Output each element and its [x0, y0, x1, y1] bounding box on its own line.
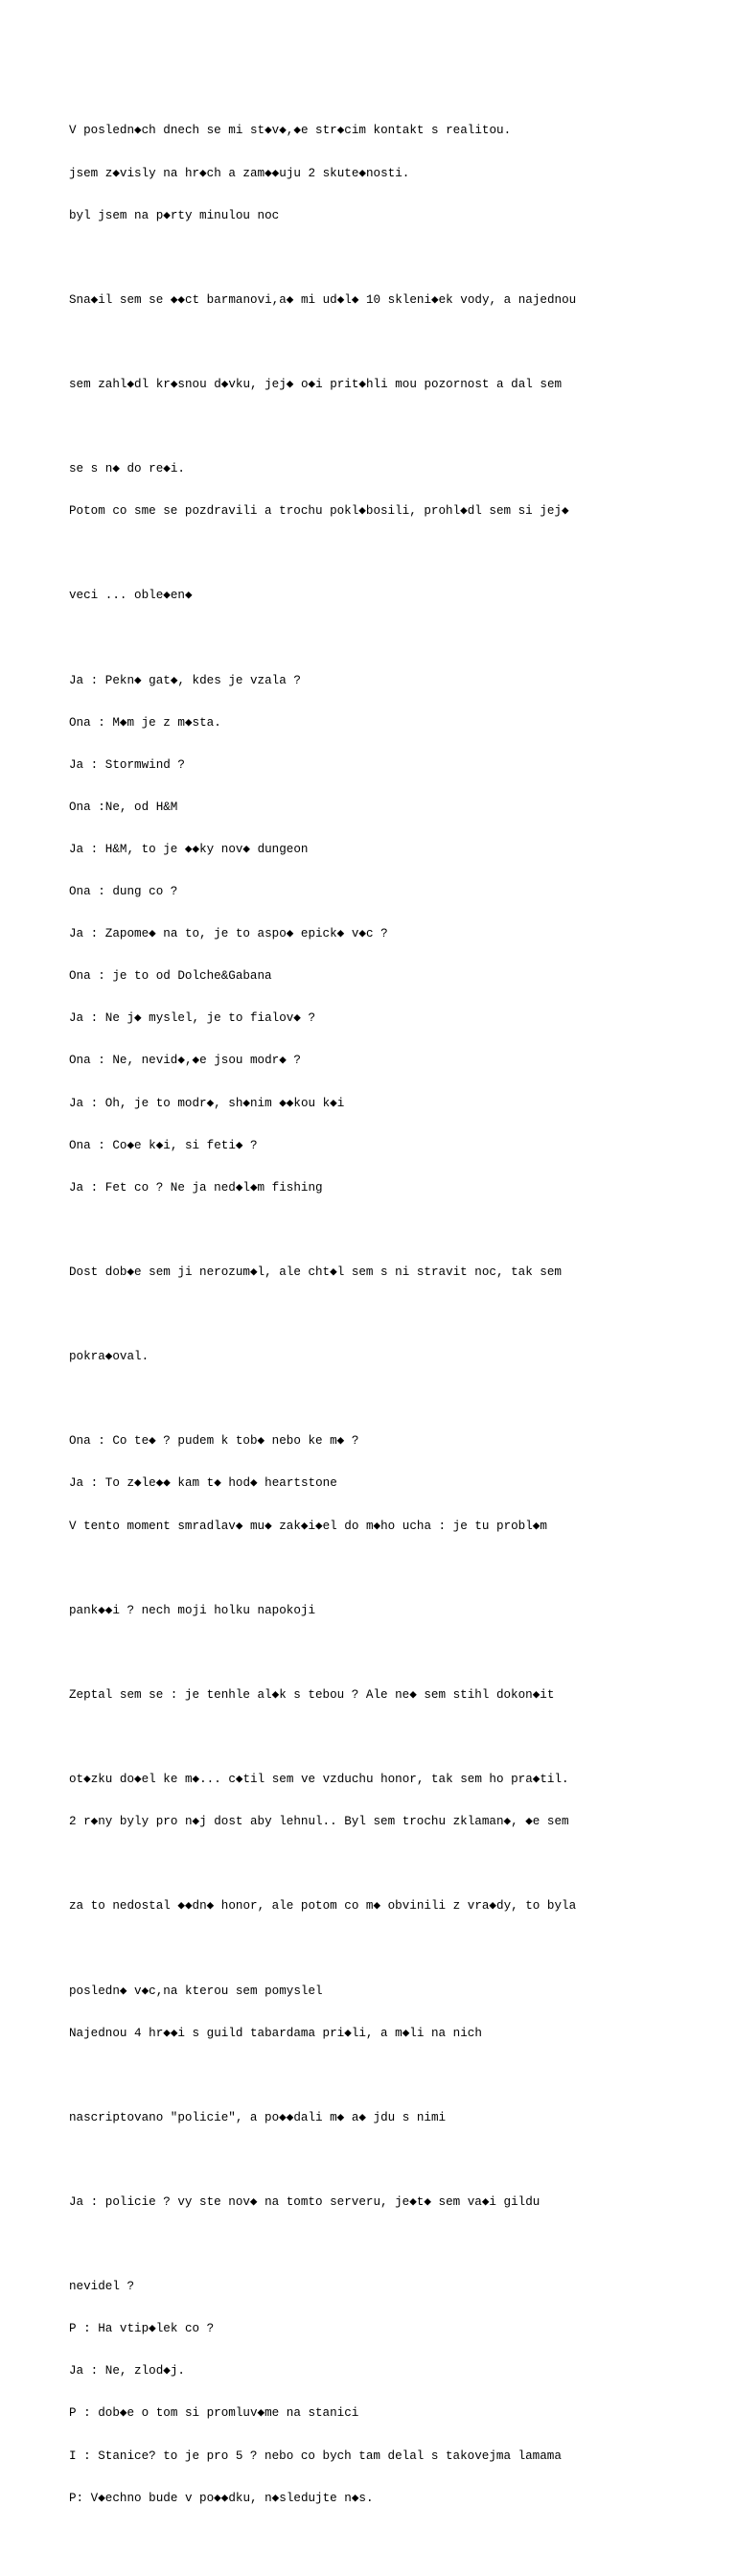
text-line — [69, 251, 721, 266]
text-line: Ja : Ne j◆ myslel, je to fialov◆ ? — [69, 1011, 316, 1026]
text-line — [69, 2069, 721, 2083]
text-line: Ona :Ne, od H&M — [69, 800, 178, 814]
text-line: nevidel ? — [69, 2280, 135, 2294]
text-line — [69, 1941, 721, 1956]
text-line: Potom co sme se pozdravili a trochu pokl◆bosili, prohl◆dl sem si jej◆ — [69, 504, 569, 519]
text-line: Ona : Co te◆ ? pudem k tob◆ nebo ke m◆ ? — [69, 1434, 359, 1449]
text-line — [69, 1392, 721, 1406]
text-line: V tento moment smradlav◆ mu◆ zak◆i◆el do m◆ho ucha : je tu probl◆m — [69, 1519, 547, 1533]
text-line — [69, 546, 721, 561]
text-line: Ona : dung co ? — [69, 885, 178, 899]
text-line: Ona : M◆m je z m◆sta. — [69, 715, 221, 730]
text-line: Sna◆il sem se ◆◆ct barmanovi,a◆ mi ud◆l◆ 10 skleni◆ek vody, a najednou — [69, 292, 577, 307]
text-line — [69, 1223, 721, 1238]
text-line: P: V◆echno bude v po◆◆dku, n◆sledujte n◆s. — [69, 2491, 374, 2505]
text-line: se s n◆ do re◆i. — [69, 462, 185, 476]
text-line: sem zahl◆dl kr◆snou d◆vku, jej◆ o◆i prit◆hli mou pozornost a dal sem — [69, 377, 563, 391]
text-line: Ja : To z◆le◆◆ kam t◆ hod◆ heartstone — [69, 1476, 337, 1491]
text-line: Ona : Co◆e k◆i, si feti◆ ? — [69, 1138, 258, 1152]
text-line: Dost dob◆e sem ji nerozum◆l, ale cht◆l sem s ni stravit noc, tak sem — [69, 1265, 562, 1279]
text-line: Ja : Fet co ? Ne ja ned◆l◆m fishing — [69, 1180, 323, 1195]
text-line: Ja : Oh, je to modr◆, sh◆nim ◆◆kou k◆i — [69, 1096, 345, 1110]
text-line — [69, 1646, 721, 1660]
text-line: Ja : policie ? vy ste nov◆ na tomto serveru, je◆t◆ sem va◆i gildu — [69, 2195, 540, 2209]
text-line: Ja : Zapome◆ na to, je to aspo◆ epick◆ v◆c ? — [69, 927, 388, 941]
text-line: P : dob◆e o tom si promluv◆me na stanici — [69, 2406, 359, 2421]
text-line — [69, 2238, 721, 2252]
text-line: Najednou 4 hr◆◆i s guild tabardama pri◆li, a m◆li na nich — [69, 2026, 482, 2040]
text-line: nascriptovano "policie", a po◆◆dali m◆ a◆ jdu s nimi — [69, 2110, 447, 2124]
text-line — [69, 420, 721, 434]
text-line: Ja : Stormwind ? — [69, 757, 185, 772]
text-line — [69, 1730, 721, 1745]
text-line — [69, 336, 721, 350]
text-line — [69, 1308, 721, 1322]
text-line: pank◆◆i ? nech moji holku napokoji — [69, 1603, 316, 1617]
text-line: Ja : Ne, zlod◆j. — [69, 2364, 185, 2379]
text-line: jsem z◆visly na hr◆ch a zam◆◆uju 2 skute◆nosti. — [69, 166, 410, 180]
text-line — [69, 1562, 721, 1576]
text-line — [69, 1857, 721, 1871]
document-text — [69, 96, 721, 2576]
text-line — [69, 2153, 721, 2168]
text-line: posledn◆ v◆c,na kterou sem pomyslel — [69, 1984, 323, 1998]
text-line: Ja : H&M, to je ◆◆ky nov◆ dungeon — [69, 843, 309, 856]
text-line: I : Stanice? to je pro 5 ? nebo co bych tam delal s takovejma lamama — [69, 2448, 562, 2463]
text-line: pokra◆oval. — [69, 1350, 150, 1364]
text-line: Zeptal sem se : je tenhle al◆k s tebou ? Ale ne◆ sem stihl dokon◆it — [69, 1687, 555, 1702]
text-line: za to nedostal ◆◆dn◆ honor, ale potom co m◆ obvinili z vra◆dy, to byla — [69, 1899, 577, 1914]
text-line: P : Ha vtip◆lek co ? — [69, 2322, 215, 2336]
text-line — [69, 2534, 721, 2548]
text-line: byl jsem na p◆rty minulou noc — [69, 208, 280, 222]
text-line: veci ... oble◆en◆ — [69, 589, 193, 603]
text-line: ot◆zku do◆el ke m◆... c◆til sem ve vzduchu honor, tak sem ho pra◆til. — [69, 1773, 569, 1787]
text-line: V posledn◆ch dnech se mi st◆v◆,◆e str◆cim kontakt s realitou. — [69, 124, 512, 138]
text-line: Ona : Ne, nevid◆,◆e jsou modr◆ ? — [69, 1054, 301, 1068]
text-line — [69, 632, 721, 646]
text-line: Ona : je to od Dolche&Gabana — [69, 969, 272, 984]
text-line: 2 r◆ny byly pro n◆j dost aby lehnul.. Byl sem trochu zklaman◆, ◆e sem — [69, 1815, 569, 1829]
text-line: Ja : Pekn◆ gat◆, kdes je vzala ? — [69, 673, 301, 687]
